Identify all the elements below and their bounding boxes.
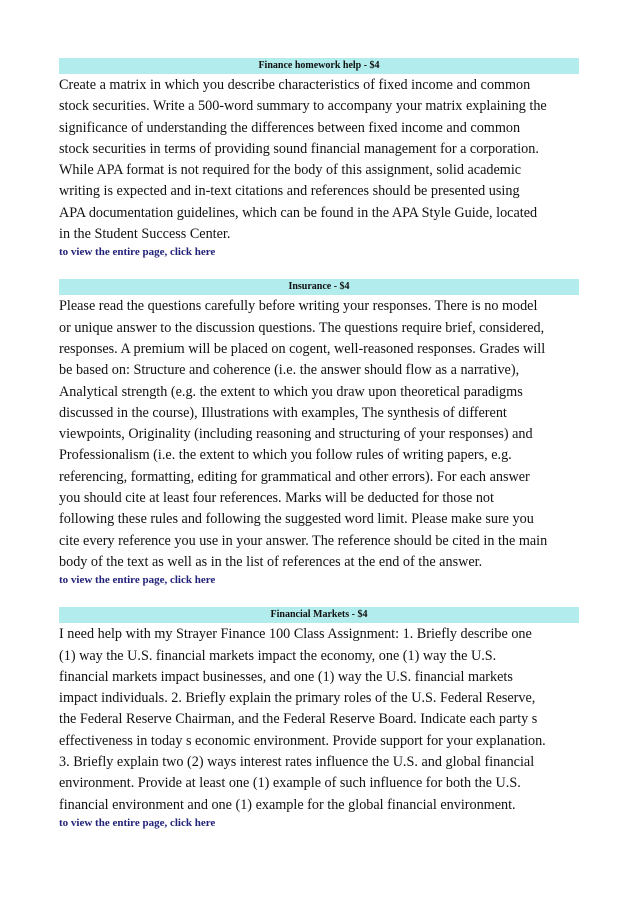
text-line: environment. Provide at least one (1) example of such influence for both the U.S. (59, 775, 521, 792)
view-entire-page-link[interactable]: to view the entire page, click here (59, 816, 216, 829)
text-line: you should cite at least four references. Marks will be deducted for those not (59, 490, 494, 507)
text-line: responses. A premium will be placed on cogent, well-reasoned responses. Grades will (59, 340, 546, 357)
text-line: referencing, formatting, editing for grammatical and other errors). For each answer (59, 468, 530, 485)
text-line: in the Student Success Center. (59, 226, 231, 243)
text-line: be based on: Structure and coherence (i.e. the answer should flow as a narrative), (59, 362, 520, 379)
text-line: cite every reference you use in your answer. The reference should be cited in the main (59, 532, 548, 549)
text-line: Professionalism (i.e. the extent to which you follow rules of writing papers, e.g. (59, 447, 512, 464)
section-description (59, 624, 579, 816)
view-entire-page-link[interactable]: to view the entire page, click here (59, 246, 216, 259)
text-line: effectiveness in today s economic environment. Provide support for your explanation. (59, 732, 546, 749)
text-line: discussed in the course), Illustrations with examples, The synthesis of different (59, 404, 507, 421)
text-line: While APA format is not required for the body of this assignment, solid academic (59, 162, 522, 179)
text-line: financial environment and one (1) example for the global financial environment. (59, 796, 516, 813)
text-line: impact individuals. 2. Briefly explain the primary roles of the U.S. Federal Reserve, (59, 690, 536, 707)
section-title: Financial Markets - $4 (59, 607, 579, 623)
listing-financial-markets (59, 607, 579, 830)
section-title: Insurance - $4 (59, 279, 579, 295)
text-line: stock securities in terms of providing sound financial management for a corporation. (59, 140, 539, 157)
text-line: significance of understanding the differences between fixed income and common (59, 119, 521, 136)
text-line: body of the text as well as in the list of references at the end of the answer. (59, 553, 483, 570)
text-line: or unique answer to the discussion questions. The questions require brief, considered, (59, 319, 545, 336)
listing-insurance (59, 279, 579, 587)
text-line: Analytical strength (e.g. the extent to which you draw upon theoretical paradigms (59, 383, 523, 400)
text-line: 3. Briefly explain two (2) ways interest rates influence the U.S. and global financial (59, 754, 535, 771)
text-line: APA documentation guidelines, which can be found in the APA Style Guide, located (59, 204, 538, 221)
text-line: financial markets impact businesses, and one (1) way the U.S. financial markets (59, 668, 513, 685)
section-title: Finance homework help - $4 (59, 58, 579, 74)
section-description (59, 75, 579, 245)
text-line: viewpoints, Originality (including reasoning and structuring of your responses) and (59, 426, 533, 443)
text-line: the Federal Reserve Chairman, and the Federal Reserve Board. Indicate each party s (59, 711, 538, 728)
section-description (59, 296, 579, 573)
document-page (59, 58, 579, 850)
text-line: Create a matrix in which you describe characteristics of fixed income and common (59, 77, 531, 93)
listing-finance-homework (59, 58, 579, 259)
text-line: writing is expected and in-text citations and references should be presented using (59, 183, 520, 200)
text-line: I need help with my Strayer Finance 100 Class Assignment: 1. Briefly describe one (59, 626, 532, 643)
text-line: (1) way the U.S. financial markets impact the economy, one (1) way the U.S. (59, 647, 497, 664)
text-line: following these rules and following the suggested word limit. Please make sure you (59, 511, 534, 528)
text-line: Please read the questions carefully before writing your responses. There is no model (59, 298, 538, 315)
view-entire-page-link[interactable]: to view the entire page, click here (59, 574, 216, 587)
text-line: stock securities. Write a 500-word summary to accompany your matrix explaining the (59, 98, 547, 115)
